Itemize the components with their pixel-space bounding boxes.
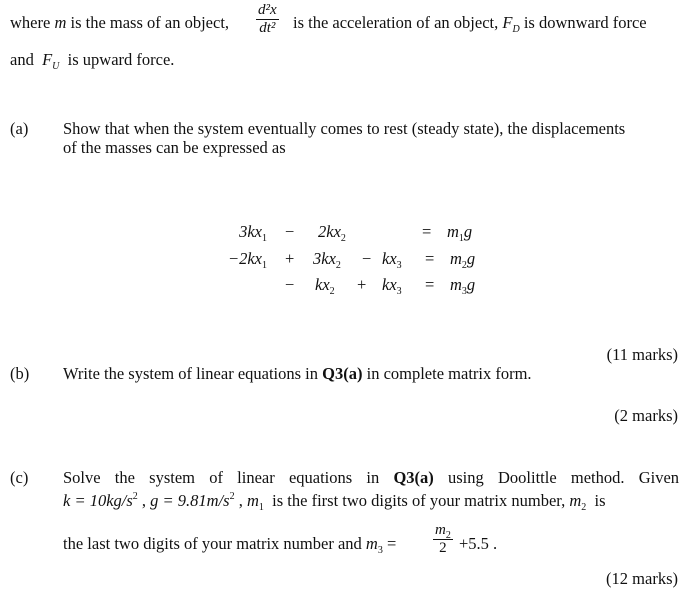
eq-r2-term2: $3kx_2$ — [313, 249, 341, 271]
eq-r2-equals: = — [425, 249, 435, 268]
eq-r1-equals: = — [422, 222, 432, 241]
var-m1: m — [246, 491, 259, 510]
eq-r1-rhs: $m_1g$ — [447, 222, 473, 244]
eq-r1-term1: $3kx_1$ — [239, 222, 267, 244]
eq-r3-op2: + — [357, 275, 367, 294]
part-a-label: (a) — [10, 119, 29, 138]
given-k: k = 10kg/s — [63, 491, 133, 510]
intro-text-mass: is the mass of an object, — [70, 13, 230, 32]
part-c-line-2: $k = 10kg/s^2$ , $g = 9.81m/s^2$ , $m_1$ is the first two digits of your matrix number, $m_2$ is — [63, 491, 606, 513]
part-b-marks: (2 marks) — [614, 406, 678, 425]
eq-r3-rhs: $m_3g$ — [450, 275, 476, 297]
m3-plus-constant: +5.5 . — [459, 534, 498, 553]
eq-r3-equals: = — [425, 275, 435, 294]
var-m2: m — [569, 491, 582, 510]
part-b-label: (b) — [10, 364, 30, 383]
eq-r2-op1: + — [285, 249, 295, 268]
var-m: m — [54, 13, 67, 32]
part-c-marks: (12 marks) — [606, 569, 678, 588]
frac-d2x: d²x — [258, 2, 277, 18]
part-a-line-1: Show that when the system eventually comes to rest (steady state), the displacements — [63, 119, 626, 138]
part-a-line-2: of the masses can be expressed as — [63, 138, 286, 157]
var-FD: F — [502, 13, 513, 32]
intro-line-2: and $F_U$ is upward force. — [10, 50, 175, 72]
part-c-label: (c) — [10, 468, 29, 487]
part-b-ref: Q3(a) — [322, 364, 363, 383]
eq-r3-term2: $kx_2$ — [315, 275, 335, 297]
eq-r2-term1: $-2kx_1$ — [227, 249, 267, 271]
part-b-text: Write the system of linear equations in Q3(a) in complete matrix form. — [63, 364, 532, 383]
intro-line-1-cont: is the acceleration of an object, $F_D$ is downward force — [293, 13, 647, 35]
m3-fraction: $\frac{m_2}{2}$ — [435, 522, 451, 556]
acceleration-fraction — [256, 3, 279, 36]
intro-text-downward: is downward force — [523, 13, 647, 32]
part-c-line-1: Solve the system of linear equations in Q3(a) using Doolittle method. Given — [63, 468, 680, 487]
intro-line-1 — [10, 15, 229, 32]
eq-r2-term3: $kx_3$ — [382, 249, 402, 271]
var-m3: m — [365, 534, 378, 553]
eq-r1-op1: − — [285, 222, 295, 241]
given-g: g = 9.81m/s — [150, 491, 230, 510]
part-c-line-3: the last two digits of your matrix number and $m_3$ = — [63, 534, 397, 556]
intro-text-and: and — [10, 50, 34, 69]
eq-r2-op2: − — [362, 249, 372, 268]
var-FU: F — [42, 50, 53, 69]
intro-text-accel: is the acceleration of an object, — [293, 13, 499, 32]
intro-text-upward: is upward force. — [67, 50, 175, 69]
part-c-ref: Q3(a) — [393, 468, 434, 487]
intro-text-where: where — [10, 13, 51, 32]
eq-r2-rhs: $m_2g$ — [450, 249, 476, 271]
part-a-marks: (11 marks) — [606, 345, 678, 364]
eq-r3-op1: − — [285, 275, 295, 294]
frac-dt2: dt² — [259, 20, 276, 36]
eq-r1-term2: $2kx_2$ — [318, 222, 346, 244]
eq-r3-term3: $kx_3$ — [382, 275, 402, 297]
